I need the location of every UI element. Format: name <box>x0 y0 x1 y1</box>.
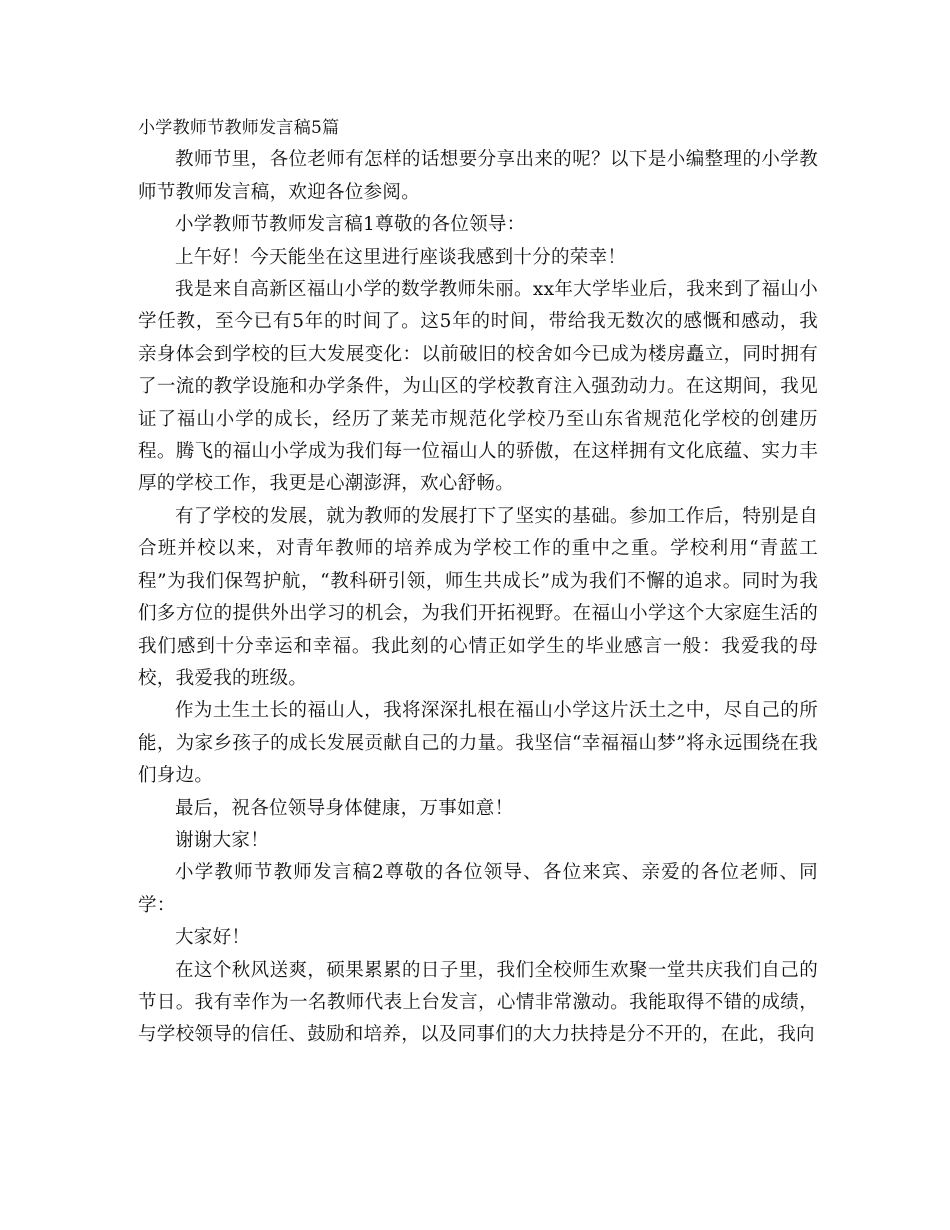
paragraph-hello: 大家好！ <box>175 927 251 949</box>
paragraph-development: 有了学校的发展，就为教师的发展打下了坚实的基础。参加工作后，特别是自合班并校以来，对青年教师的培养成为学校工作的重中之重。学校利用“青蓝工程”为我们保驾护航，“教科研引领，师生共成长”成为我们不懈的追求。同时为我们多方位的提供外出学习的机会，为我们开拓视野。在福山小学这个大家庭生活的我们感到十分幸运和幸福。我此刻的心情正如学生的毕业感言一般：我爱我的母校，我爱我的班级。 <box>138 505 818 689</box>
paragraph-speech1-heading: 小学教师节教师发言稿1尊敬的各位领导： <box>175 214 526 236</box>
document-page <box>138 112 818 1052</box>
paragraph-thanks: 谢谢大家！ <box>175 829 270 851</box>
document-title: 小学教师节教师发言稿5篇 <box>138 118 340 138</box>
paragraph-greeting: 上午好！今天能坐在这里进行座谈我感到十分的荣幸！ <box>175 246 627 268</box>
paragraph-intro: 教师节里，各位老师有怎样的话想要分享出来的呢？以下是小编整理的小学教师节教师发言稿，欢迎各位参阅。 <box>138 149 818 203</box>
paragraph-autumn: 在这个秋风送爽，硕果累累的日子里，我们全校师生欢聚一堂共庆我们自己的节日。我有幸作为一名教师代表上台发言，心情非常激动。我能取得不错的成绩，与学校领导的信任、鼓励和培养，以及同事们的大力扶持是分不开的，在此，我向 <box>138 959 818 1046</box>
paragraph-commitment: 作为土生土长的福山人，我将深深扎根在福山小学这片沃土之中，尽自己的所能，为家乡孩子的成长发展贡献自己的力量。我坚信“幸福福山梦”将永远围绕在我们身边。 <box>138 700 818 787</box>
paragraph-self-intro: 我是来自高新区福山小学的数学教师朱丽。xx年大学毕业后，我来到了福山小学任教，至今已有5年的时间了。这5年的时间，带给我无数次的感慨和感动，我亲身体会到学校的巨大发展变化：以前破旧的校舍如今已成为楼房矗立，同时拥有了一流的教学设施和办学条件，为山区的学校教育注入强劲动力。在这期间，我见证了福山小学的成长，经历了莱芜市规范化学校乃至山东省规范化学校的创建历程。腾飞的福山小学成为我们每一位福山人的骄傲，在这样拥有文化底蕴、实力丰厚的学校工作，我更是心潮澎湃，欢心舒畅。 <box>138 279 818 495</box>
paragraph-speech2-heading: 小学教师节教师发言稿2尊敬的各位领导、各位来宾、亲爱的各位老师、同学： <box>138 862 818 916</box>
paragraph-wishes: 最后，祝各位领导身体健康，万事如意！ <box>175 797 514 819</box>
